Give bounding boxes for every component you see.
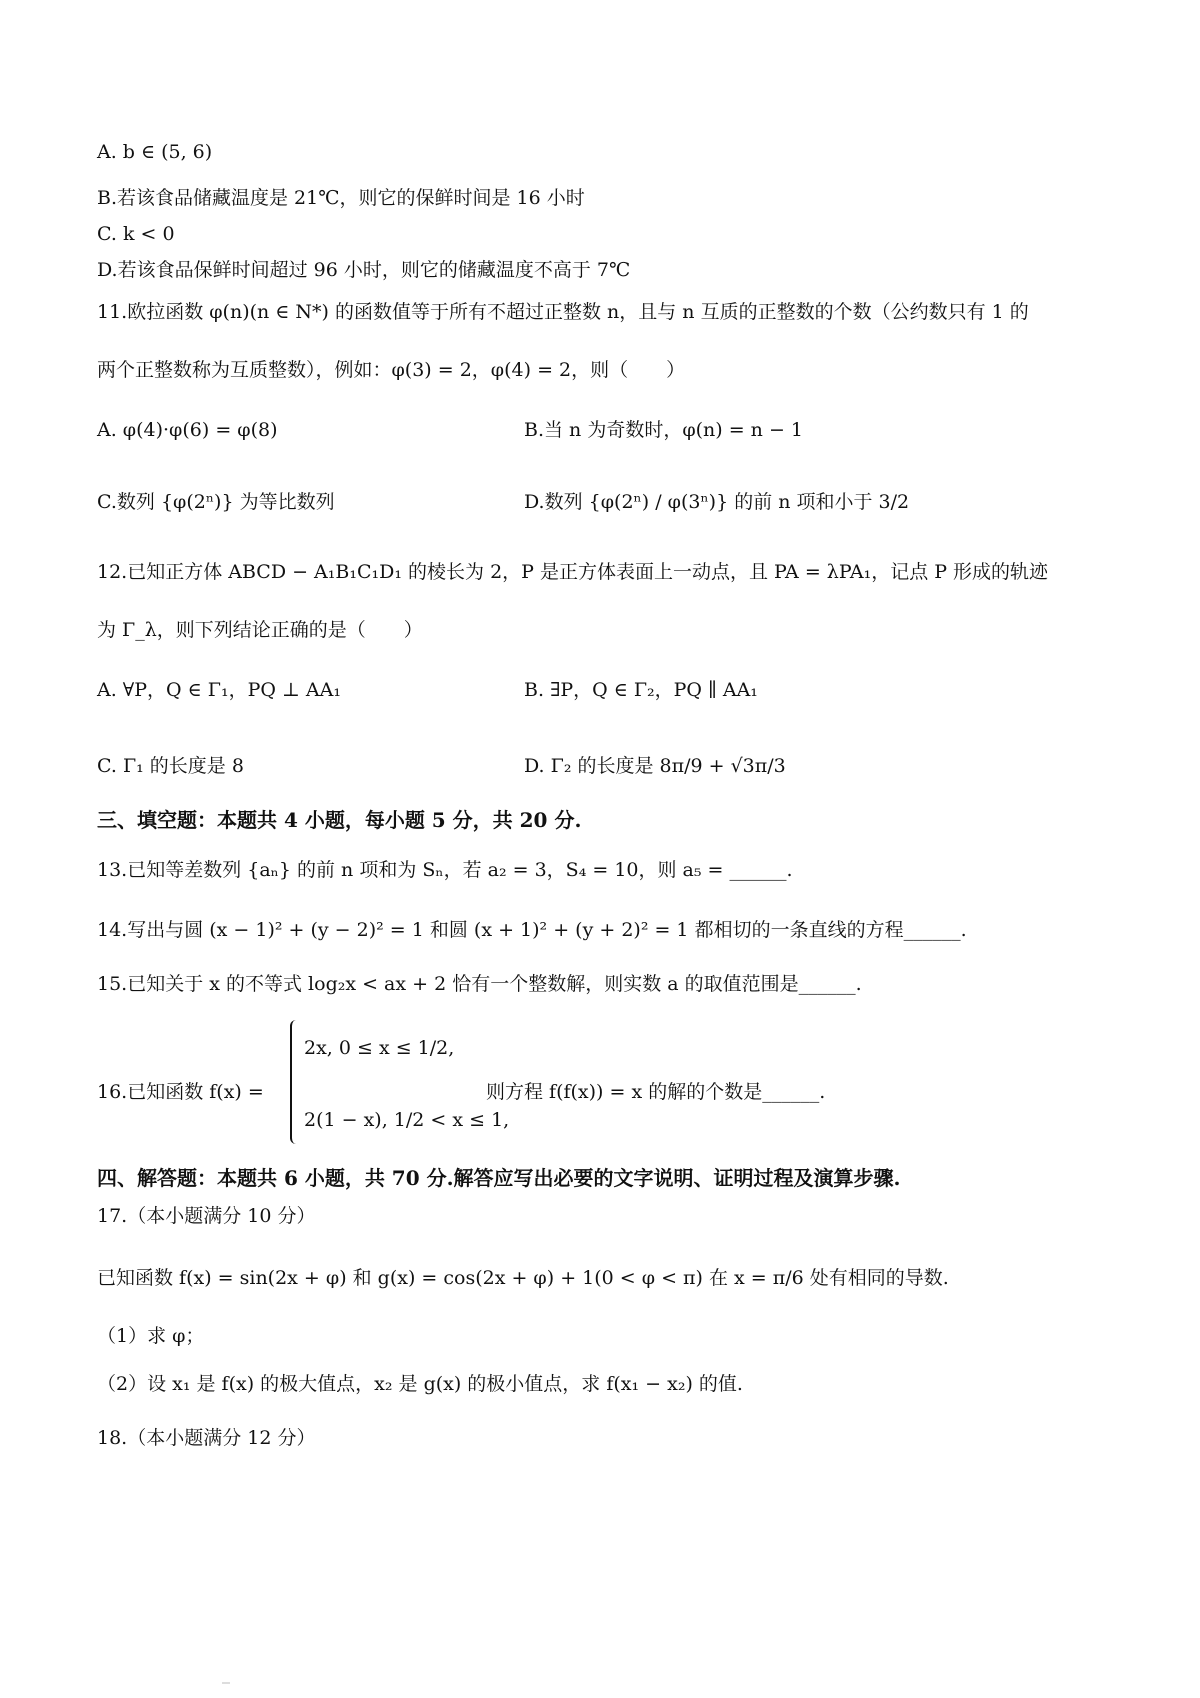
question-17-header: 17.（本小题满分 10 分）	[97, 1205, 316, 1227]
question-13: 13.已知等差数列 {aₙ} 的前 n 项和为 Sₙ，若 a₂ = 3，S₄ = 10，则 a₅ = ______.	[97, 859, 793, 881]
footer-mark	[222, 1682, 230, 1684]
question-12-line1: 12.已知正方体 ABCD − A₁B₁C₁D₁ 的棱长为 2，P 是正方体表面上一动点，且 PA = λPA₁，记点 P 形成的轨迹	[97, 561, 1049, 583]
question-16-tail: 则方程 f(f(x)) = x 的解的个数是______.	[486, 1081, 826, 1103]
piecewise-case-1: 2x, 0 ≤ x ≤ 1/2,	[304, 1037, 455, 1059]
question-11-line2: 两个正整数称为互质整数），例如：φ(3) = 2，φ(4) = 2，则（ ）	[97, 359, 686, 381]
section-4-heading: 四、解答题：本题共 6 小题，共 70 分.解答应写出必要的文字说明、证明过程及演算步骤.	[97, 1166, 901, 1190]
question-15: 15.已知关于 x 的不等式 log₂x < ax + 2 恰有一个整数解，则实数 a 的取值范围是______.	[97, 973, 862, 995]
question-17-stem: 已知函数 f(x) = sin(2x + φ) 和 g(x) = cos(2x + φ) + 1(0 < φ < π) 在 x = π/6 处有相同的导数.	[97, 1267, 949, 1289]
option-d-q11: D.数列 {φ(2ⁿ) / φ(3ⁿ)} 的前 n 项和小于 3/2	[524, 491, 910, 513]
question-12-line2: 为 Γ_λ，则下列结论正确的是（ ）	[97, 619, 423, 641]
option-b-q11: B.当 n 为奇数时，φ(n) = n − 1	[524, 419, 804, 441]
question-17-part1: （1）求 φ；	[97, 1325, 205, 1347]
option-c-q10: C. k < 0	[97, 223, 175, 245]
option-d-q12: D. Γ₂ 的长度是 8π/9 + √3π/3	[524, 755, 786, 777]
section-3-heading: 三、填空题：本题共 4 小题，每小题 5 分，共 20 分.	[97, 808, 582, 832]
option-d-q10: D.若该食品保鲜时间超过 96 小时，则它的储藏温度不高于 7℃	[97, 259, 631, 281]
question-14: 14.写出与圆 (x − 1)² + (y − 2)² = 1 和圆 (x + 1)² + (y + 2)² = 1 都相切的一条直线的方程______.	[97, 919, 967, 941]
question-17-part2: （2）设 x₁ 是 f(x) 的极大值点，x₂ 是 g(x) 的极小值点，求 f(x₁ − x₂) 的值.	[97, 1373, 743, 1395]
question-11-line1: 11.欧拉函数 φ(n)(n ∈ N*) 的函数值等于所有不超过正整数 n，且与 n 互质的正整数的个数（公约数只有 1 的	[97, 301, 1029, 323]
option-c-q11: C.数列 {φ(2ⁿ)} 为等比数列	[97, 491, 335, 513]
option-b-q10: B.若该食品储藏温度是 21℃，则它的保鲜时间是 16 小时	[97, 187, 585, 209]
piecewise-case-2: 2(1 − x), 1/2 < x ≤ 1,	[304, 1109, 510, 1131]
question-16-lead: 16.已知函数 f(x) =	[97, 1081, 264, 1103]
option-c-q12: C. Γ₁ 的长度是 8	[97, 755, 244, 777]
piecewise-brace	[290, 1020, 300, 1144]
option-a-q12: A. ∀P，Q ∈ Γ₁，PQ ⊥ AA₁	[97, 679, 341, 701]
question-18-header: 18.（本小题满分 12 分）	[97, 1427, 316, 1449]
option-a-q10: A. b ∈ (5, 6)	[97, 141, 213, 163]
option-b-q12: B. ∃P，Q ∈ Γ₂，PQ ∥ AA₁	[524, 679, 758, 701]
option-a-q11: A. φ(4)·φ(6) = φ(8)	[97, 419, 278, 441]
